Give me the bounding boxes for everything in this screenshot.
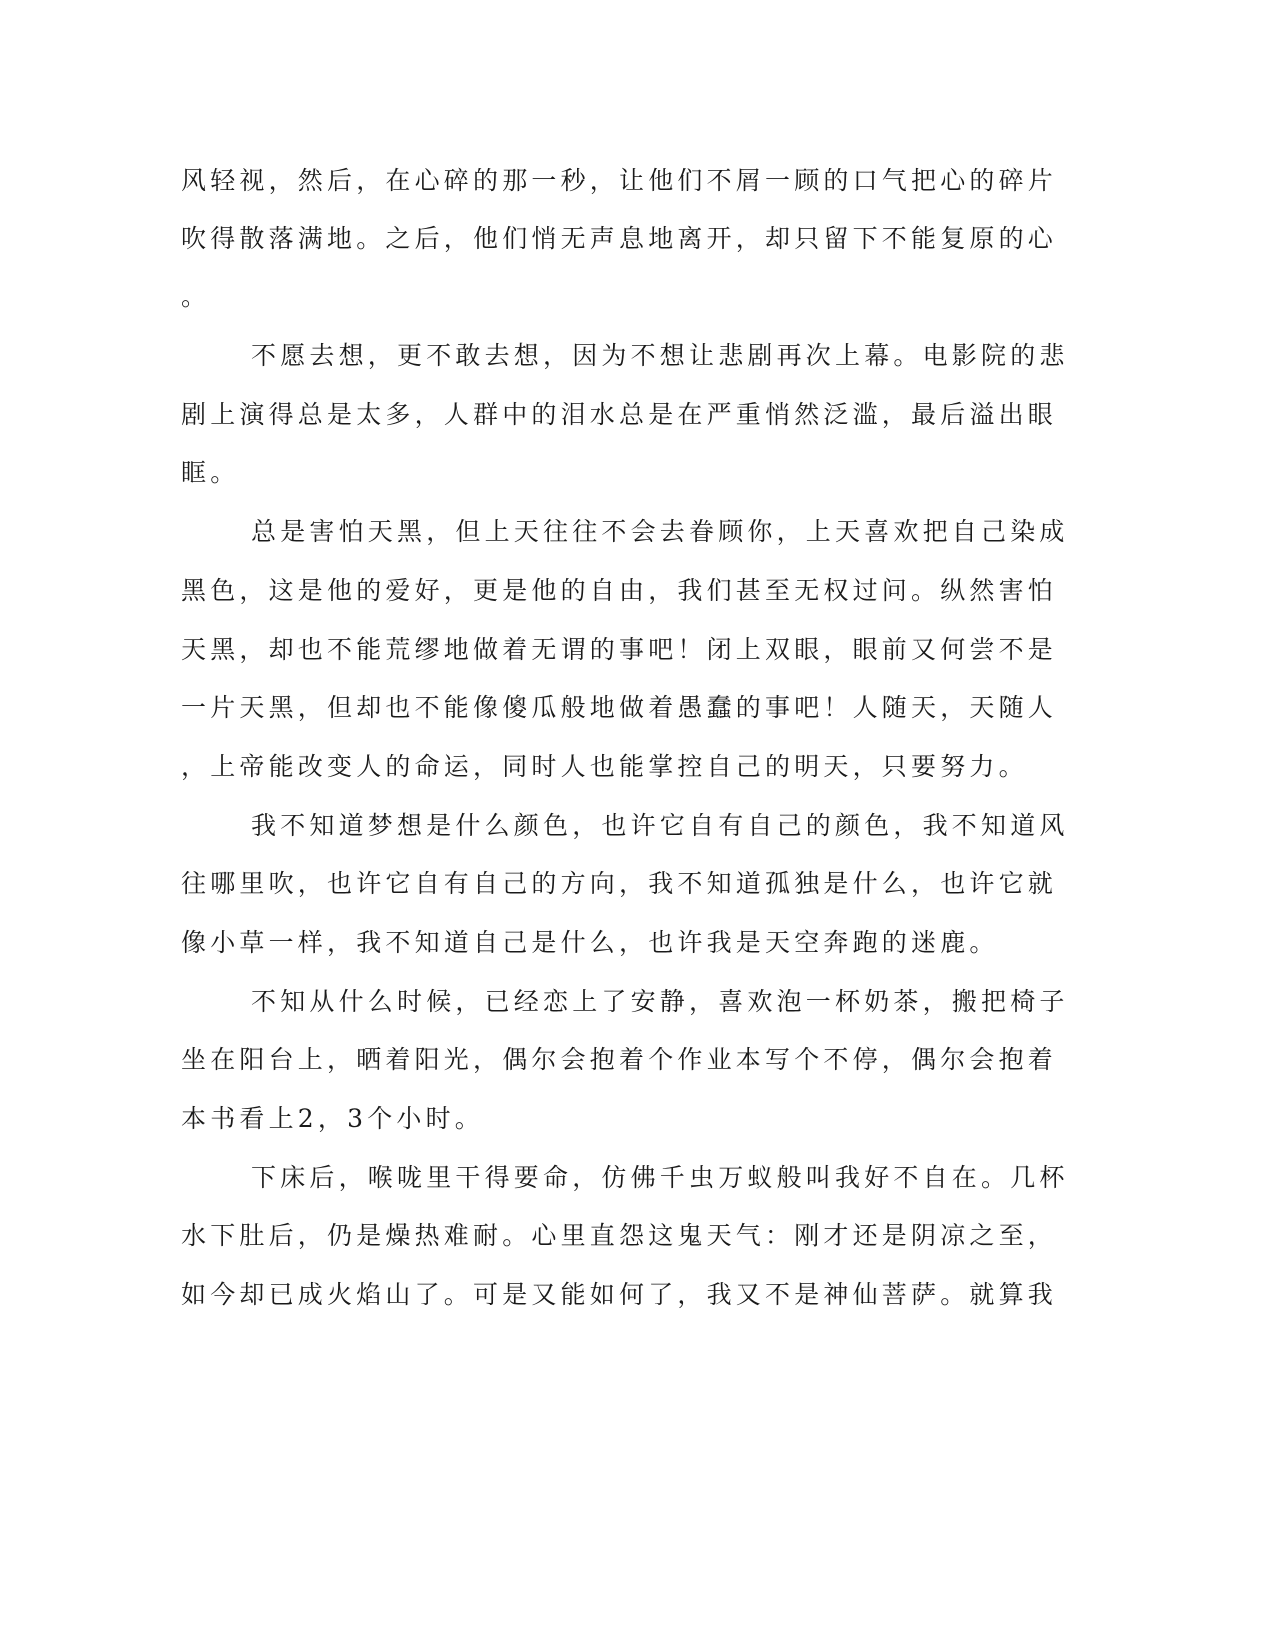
text-line: 水下肚后，仍是燥热难耐。心里直怨这鬼天气：刚才还是阴凉之至，	[181, 1221, 1058, 1250]
paragraph-start-line: 我不知道梦想是什么颜色，也许它自有自己的颜色，我不知道风	[251, 811, 1069, 840]
paragraph-start-line: 不知从什么时候，已经恋上了安静，喜欢泡一杯奶茶，搬把椅子	[251, 987, 1069, 1016]
text-line: ，上帝能改变人的命运，同时人也能掌控自己的明天，只要努力。	[181, 752, 1028, 781]
text-line: 吹得散落满地。之后，他们悄无声息地离开，却只留下不能复原的心	[181, 224, 1058, 253]
text-line: 。	[181, 282, 211, 311]
text-line: 往哪里吹，也许它自有自己的方向，我不知道孤独是什么，也许它就	[181, 869, 1058, 898]
text-line: 如今却已成火焰山了。可是又能如何了，我又不是神仙菩萨。就算我	[181, 1280, 1058, 1309]
text-line: 本书看上2，3个小时。	[181, 1104, 485, 1133]
text-line: 黑色，这是他的爱好，更是他的自由，我们甚至无权过问。纵然害怕	[181, 576, 1058, 605]
paragraph-start-line: 不愿去想，更不敢去想，因为不想让悲剧再次上幕。电影院的悲	[251, 341, 1069, 370]
paragraph-start-line: 总是害怕天黑，但上天往往不会去眷顾你，上天喜欢把自己染成	[251, 517, 1069, 546]
text-line: 眶。	[181, 458, 240, 487]
paragraph-start-line: 下床后，喉咙里干得要命，仿佛千虫万蚁般叫我好不自在。几杯	[251, 1163, 1069, 1192]
text-line: 像小草一样，我不知道自己是什么，也许我是天空奔跑的迷鹿。	[181, 928, 999, 957]
text-line: 剧上演得总是太多，人群中的泪水总是在严重悄然泛滥，最后溢出眼	[181, 400, 1058, 429]
text-line: 天黑，却也不能荒缪地做着无谓的事吧！闭上双眼，眼前又何尝不是	[181, 635, 1058, 664]
text-line: 风轻视，然后，在心碎的那一秒，让他们不屑一顾的口气把心的碎片	[181, 166, 1058, 195]
text-line: 一片天黑，但却也不能像傻瓜般地做着愚蠢的事吧！人随天，天随人	[181, 693, 1058, 722]
text-line: 坐在阳台上，晒着阳光，偶尔会抱着个作业本写个不停，偶尔会抱着	[181, 1045, 1058, 1074]
